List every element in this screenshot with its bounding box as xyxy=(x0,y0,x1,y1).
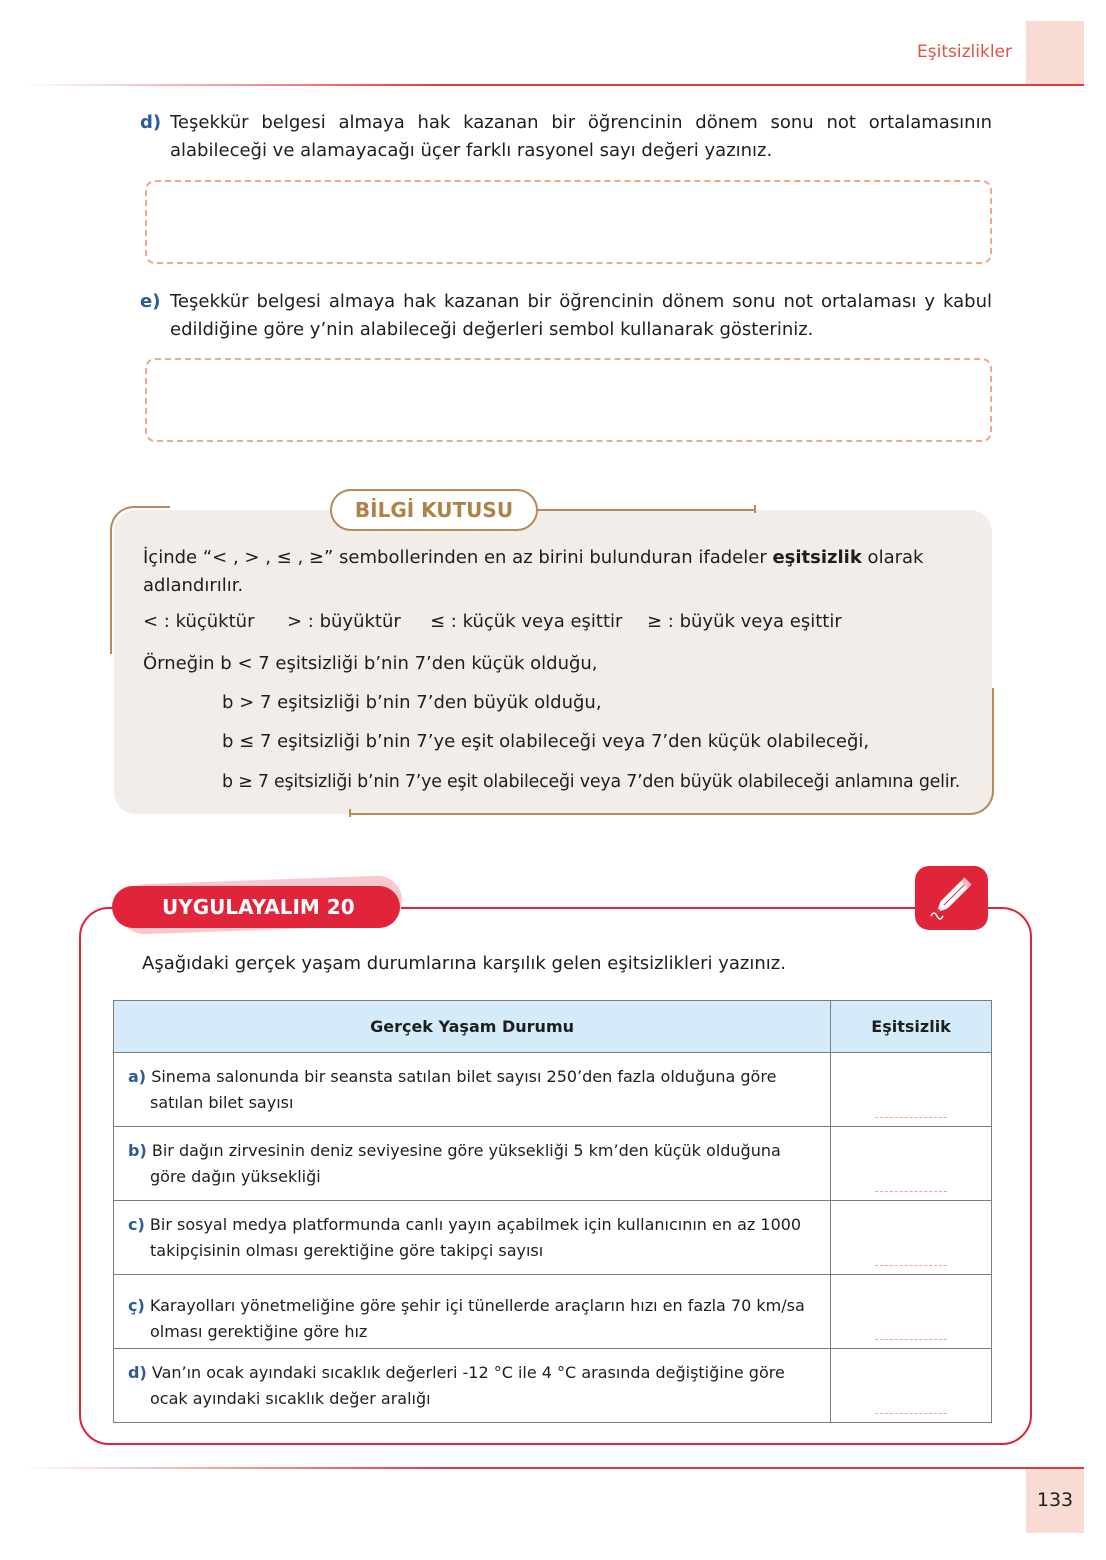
example-line: Örneğin b < 7 eşitsizliği b’nin 7’den küçük olduğu, xyxy=(143,653,598,674)
answer-blank xyxy=(875,1191,947,1192)
answer-blank xyxy=(875,1265,947,1266)
column-header-inequality: Eşitsizlik xyxy=(831,1001,992,1053)
symbol-greater-or-equal: ≥ : büyük veya eşittir xyxy=(647,611,842,632)
row-label: c) xyxy=(128,1214,145,1234)
question-label: e) xyxy=(140,291,161,312)
example-line: b > 7 eşitsizliği b’nin 7’den büyük olduğu, xyxy=(222,692,602,713)
answer-cell[interactable] xyxy=(831,1127,992,1201)
application-instruction: Aşağıdaki gerçek yaşam durumlarına karşılık gelen eşitsizlikleri yazınız. xyxy=(142,953,786,974)
application-title: UYGULAYALIM 20 xyxy=(112,886,400,928)
answer-blank xyxy=(875,1117,947,1118)
question-text: Teşekkür belgesi almaya hak kazanan bir öğrencinin dönem sonu not ortalamasının alabileceği ve alamayacağı üçer farklı rasyonel sayı değeri yazınız. xyxy=(170,112,992,161)
inequality-table xyxy=(113,1000,992,1423)
situation-cell xyxy=(114,1275,831,1349)
answer-cell[interactable] xyxy=(831,1275,992,1349)
situation-cell xyxy=(114,1349,831,1423)
table-row xyxy=(114,1127,992,1201)
definition-text: İçinde “< , > , ≤ , ≥” sembollerinden en az birini bulunduran ifadeler xyxy=(143,547,773,568)
pencil-icon xyxy=(915,866,988,930)
footer-divider xyxy=(22,1467,1084,1469)
info-box-frame-tick xyxy=(754,505,756,513)
situation-cell xyxy=(114,1127,831,1201)
situation-cell xyxy=(114,1053,831,1127)
header-tab xyxy=(1026,21,1084,84)
page-number: 133 xyxy=(1036,1489,1074,1511)
row-text: Bir dağın zirvesinin deniz seviyesine göre yüksekliği 5 km’den küçük olduğuna göre dağın yüksekliği xyxy=(150,1140,781,1186)
table-header-row xyxy=(114,1001,992,1053)
row-label: b) xyxy=(128,1140,147,1160)
symbol-greater-than: > : büyüktür xyxy=(287,611,401,632)
answer-box-d[interactable] xyxy=(145,180,992,264)
info-definition xyxy=(143,544,969,600)
table-row xyxy=(114,1349,992,1423)
table-row xyxy=(114,1053,992,1127)
header-divider xyxy=(22,84,1084,86)
info-box-title: BİLGİ KUTUSU xyxy=(330,489,538,531)
column-header-situation: Gerçek Yaşam Durumu xyxy=(114,1001,831,1053)
symbol-less-or-equal: ≤ : küçük veya eşittir xyxy=(430,611,623,632)
question-e xyxy=(140,288,992,344)
answer-cell[interactable] xyxy=(831,1349,992,1423)
answer-cell[interactable] xyxy=(831,1201,992,1275)
info-box-frame-bottom xyxy=(350,813,910,815)
info-box-frame-tick xyxy=(349,809,351,817)
row-text: Karayolları yönetmeliğine göre şehir içi tünellerde araçların hızı en fazla 70 km/sa olması gerektiğine göre hız xyxy=(149,1295,805,1341)
question-text: Teşekkür belgesi almaya hak kazanan bir öğrencinin dönem sonu not ortalaması y kabul edildiğine göre y’nin alabileceği değerleri sembol kullanarak gösteriniz. xyxy=(170,291,992,340)
definition-term: eşitsizlik xyxy=(772,547,862,568)
symbol-less-than: < : küçüktür xyxy=(143,611,255,632)
row-label: a) xyxy=(128,1066,147,1086)
row-text: Van’ın ocak ayındaki sıcaklık değerleri -12 °C ile 4 °C arasında değiştiğine göre ocak ayındaki sıcaklık değer aralığı xyxy=(150,1362,785,1408)
answer-blank xyxy=(875,1413,947,1414)
row-text: Bir sosyal medya platformunda canlı yayın açabilmek için kullanıcının en az 1000 takipçisinin olması gerektiğine göre takipçi sayısı xyxy=(149,1214,802,1260)
question-label: d) xyxy=(140,112,162,133)
row-label: ç) xyxy=(128,1295,145,1315)
answer-blank xyxy=(875,1339,947,1340)
row-label: d) xyxy=(128,1362,147,1382)
table-row xyxy=(114,1201,992,1275)
answer-cell[interactable] xyxy=(831,1053,992,1127)
row-text: Sinema salonunda bir seansta satılan bilet sayısı 250’den fazla olduğuna göre satılan bilet sayısı xyxy=(150,1066,777,1112)
example-line: b ≥ 7 eşitsizliği b’nin 7’ye eşit olabileceği veya 7’den büyük olabileceği anlamına gelir. xyxy=(222,772,961,792)
answer-box-e[interactable] xyxy=(145,358,992,442)
table-row xyxy=(114,1275,992,1349)
definition-text: olarak adlandırılır. xyxy=(143,547,924,596)
chapter-title: Eşitsizlikler xyxy=(917,42,1012,62)
question-d xyxy=(140,109,992,165)
example-line: b ≤ 7 eşitsizliği b’nin 7’ye eşit olabileceği veya 7’den küçük olabileceği, xyxy=(222,731,870,752)
info-box-frame-top xyxy=(536,509,756,511)
situation-cell xyxy=(114,1201,831,1275)
